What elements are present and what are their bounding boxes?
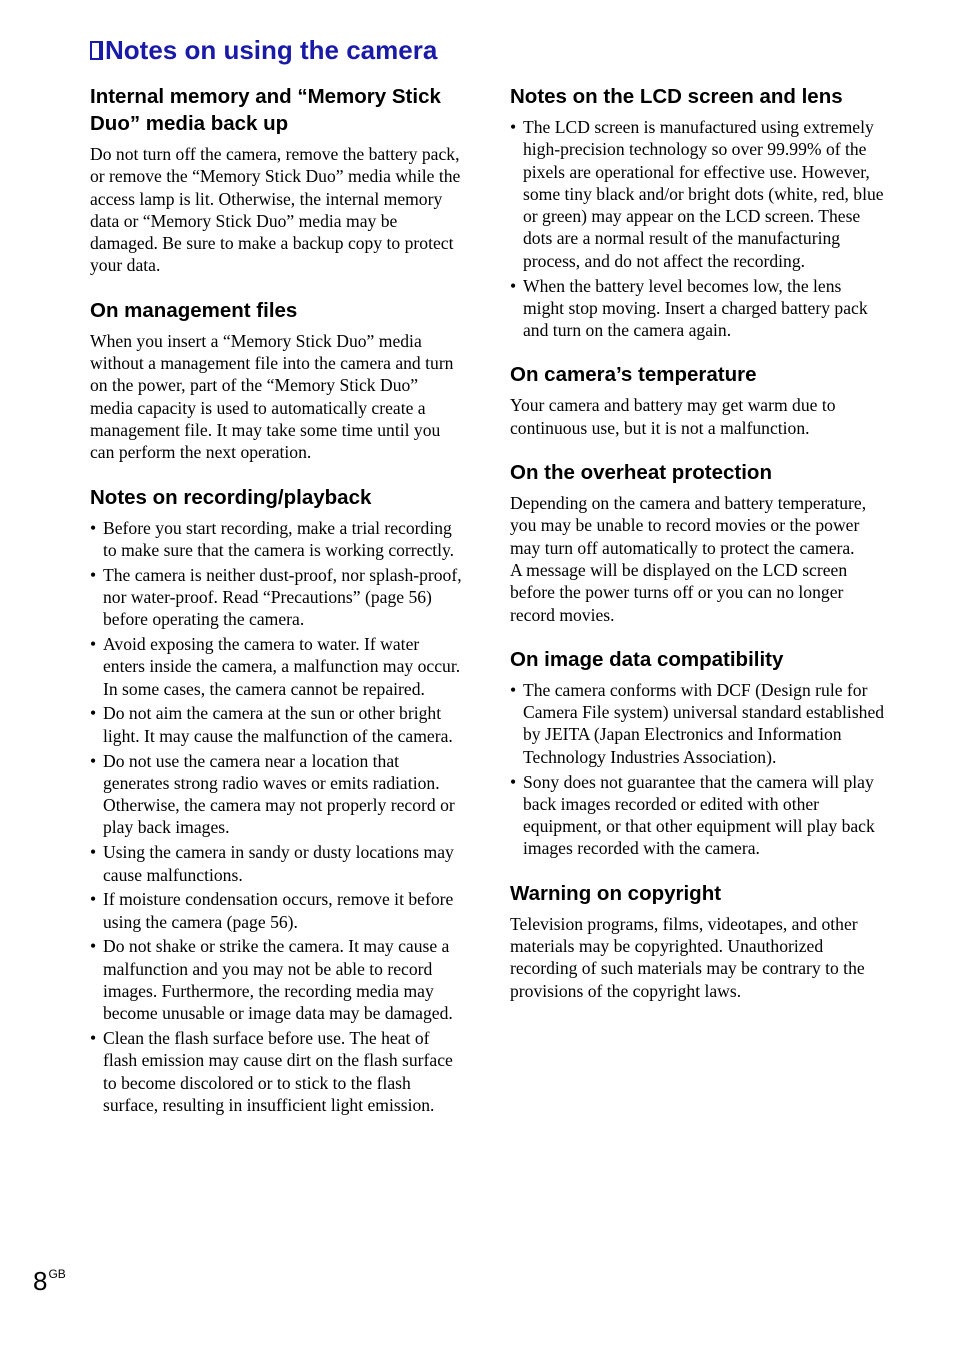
list-item: • Do not use the camera near a location that generates strong radio waves or emits radiation. Otherwise, the camera may not properly record or play back images. [90, 750, 462, 839]
section-overheat-protection [510, 459, 886, 626]
list-item: • Avoid exposing the camera to water. If water enters inside the camera, a malfunction may occur. In some cases, the camera cannot be repaired. [90, 633, 462, 700]
list-item: • Do not shake or strike the camera. It may cause a malfunction and you may not be able to record images. Furthermore, the recording media may become unusable or image data may be damaged. [90, 935, 462, 1024]
bullet-list [510, 116, 886, 341]
list-item: • The camera is neither dust-proof, nor splash-proof, nor water-proof. Read “Precautions” (page 56) before operating the camera. [90, 564, 462, 631]
section-heading: On management files [90, 298, 298, 322]
section-paragraph: Your camera and battery may get warm due to continuous use, but it is not a malfunction. [510, 395, 836, 438]
section-heading: Notes on recording/playback [90, 485, 372, 509]
page-title [90, 33, 437, 67]
list-item: • When the battery level becomes low, the lens might stop moving. Insert a charged battery pack and turn on the camera again. [510, 275, 886, 342]
list-item: • If moisture condensation occurs, remove it before using the camera (page 56). [90, 888, 462, 933]
list-item: • Clean the flash surface before use. The heat of flash emission may cause dirt on the flash surface to become discolored or to stick to the flash surface, resulting in insufficient light emission. [90, 1027, 462, 1116]
section-paragraph: Do not turn off the camera, remove the battery pack, or remove the “Memory Stick Duo” media while the access lamp is lit. Otherwise, the internal memory data or “Memory Stick Duo” media may be damaged. Be sure to make a backup copy to protect your data. [90, 144, 461, 276]
list-item: • Sony does not guarantee that the camera will play back images recorded or edited with other equipment, or that other equipment will play back images recorded with the camera. [510, 771, 886, 860]
page-title-text: Notes on using the camera [105, 35, 438, 65]
section-heading: On the overheat protection [510, 461, 772, 485]
bullet-list [510, 679, 886, 860]
section-marker-icon [90, 41, 103, 60]
section-heading: On camera’s temperature [510, 363, 757, 387]
section-heading: Internal memory and “Memory Stick Duo” media back up [90, 85, 441, 135]
list-item: • Do not aim the camera at the sun or other bright light. It may cause the malfunction of the camera. [90, 702, 462, 747]
section-paragraph: Television programs, films, videotapes, and other materials may be copyrighted. Unauthorized recording of such materials may be contrary to the provisions of the copyright laws. [510, 913, 865, 1001]
section-lcd-lens [510, 83, 886, 341]
list-item: • The camera conforms with DCF (Design rule for Camera File system) universal standard established by JEITA (Japan Electronics and Information Technology Industries Association). [510, 679, 886, 768]
section-paragraph: Depending on the camera and battery temperature, you may be unable to record movies or the power may turn off automatically to protect the camera. [510, 493, 867, 558]
section-paragraph: When you insert a “Memory Stick Duo” media without a management file into the camera and turn on the power, part of the “Memory Stick Duo” media capacity is used to automatically create a management file. It may take some time until you can perform the next operation. [90, 330, 454, 463]
list-item: • Using the camera in sandy or dusty locations may cause malfunctions. [90, 841, 462, 886]
page-number-value: 8 [33, 1266, 48, 1296]
section-internal-memory [90, 83, 462, 277]
section-heading: On image data compatibility [510, 647, 784, 671]
right-column [510, 83, 886, 1022]
page-number [33, 1266, 66, 1297]
section-management-files [90, 297, 462, 464]
section-camera-temperature [510, 361, 886, 439]
section-recording-playback [90, 484, 462, 1117]
section-copyright [510, 880, 886, 1002]
list-item: • The LCD screen is manufactured using extremely high-precision technology so over 99.99% of the pixels are operational for effective use. However, some tiny black and/or bright dots (white, red, blue or green) may appear on the LCD screen. These dots are a normal result of the manufacturing process, and do not affect the recording. [510, 116, 886, 272]
left-column [90, 83, 462, 1136]
list-item: • Before you start recording, make a trial recording to make sure that the camera is working correctly. [90, 517, 462, 562]
section-image-compatibility [510, 646, 886, 860]
bullet-list [90, 517, 462, 1117]
section-paragraph: A message will be displayed on the LCD screen before the power turns off or you can no longer record movies. [510, 559, 848, 625]
section-heading: Notes on the LCD screen and lens [510, 85, 843, 108]
page-region-code: GB [48, 1267, 66, 1281]
section-heading: Warning on copyright [510, 881, 722, 905]
